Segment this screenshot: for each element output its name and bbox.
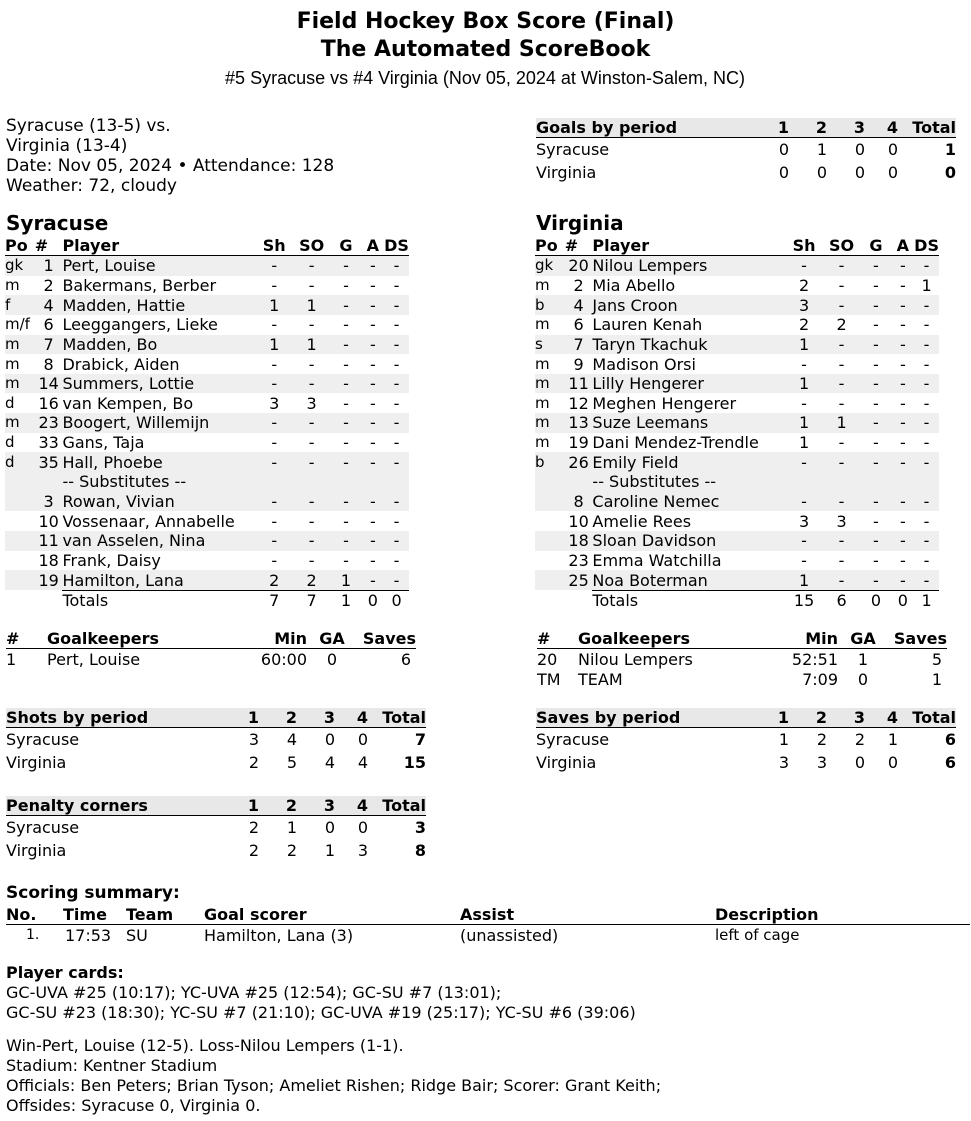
offsides-line: Offsides: Syracuse 0, Virginia 0. (6, 1096, 261, 1115)
table-row: Syracuse 2 1 0 0 3 (6, 818, 426, 837)
player-row: b 4 Jans Croon 3 - - - - (535, 295, 939, 315)
table-row: Syracuse 3 4 0 0 7 (6, 730, 426, 749)
substitute-row: 18 Sloan Davidson - - - - - (535, 531, 939, 551)
virginia-goalkeepers: # Goalkeepers Min GA Saves 20 Nilou Lempers 52:51 1 5 TM TEAM 7:09 0 1 (537, 629, 947, 689)
substitute-row: 11 van Asselen, Nina - - - - - (5, 531, 409, 551)
player-row: m 9 Madison Orsi - - - - - (535, 354, 930, 374)
player-row: d 35 Hall, Phoebe - - - - - (5, 452, 409, 472)
player-row: s 7 Taryn Tkachuk 1 - - - - (535, 335, 939, 355)
substitute-row: 23 Emma Watchilla - - - - - (568, 550, 930, 570)
officials-line: Officials: Ben Peters; Brian Tyson; Ameliet Rishen; Ridge Bair; Scorer: Grant Keith; (6, 1076, 662, 1095)
table-row: Syracuse 0 1 0 0 1 (536, 140, 956, 159)
info-line: Weather: 72, cloudy (6, 176, 177, 196)
player-row: m 14 Summers, Lottie - - - - - (5, 374, 409, 394)
substitute-row: 25 Noa Boterman 1 - - - - (535, 570, 939, 590)
syracuse-goalkeepers: # Goalkeepers Min GA Saves 1 Pert, Louise 60:00 0 6 (6, 629, 416, 669)
substitute-row: 18 Frank, Daisy - - - - - (38, 550, 400, 570)
matchup-line: #5 Syracuse vs #4 Virginia (Nov 05, 2024 at Winston-Salem, NC) (225, 68, 745, 88)
player-row: m 2 Bakermans, Berber - - - - - (5, 275, 400, 295)
cards-line: GC-SU #23 (18:30); YC-SU #7 (21:10); GC-UVA #19 (25:17); YC-SU #6 (39:06) (6, 1003, 636, 1022)
player-row: m/f 6 Leeggangers, Lieke - - - - - (5, 315, 400, 335)
totals-row: Totals 15 6 0 0 1 (535, 590, 939, 610)
substitutes-label-row: -- Substitutes -- (5, 472, 409, 492)
col-header: 4 (865, 118, 898, 138)
table-row: 20 Nilou Lempers 52:51 1 5 (537, 649, 942, 669)
player-row: m 23 Boogert, Willemijn - - - - - (5, 413, 409, 433)
substitutes-label-row: -- Substitutes -- (535, 472, 939, 492)
table-row: Virginia 3 3 0 0 6 (536, 753, 956, 772)
totals-row: Totals 7 7 1 0 0 (5, 590, 409, 610)
table-row: 1 Pert, Louise 60:00 0 6 (6, 649, 411, 669)
substitute-row: 10 Vossenaar, Annabelle - - - - - (38, 511, 400, 531)
info-line: Syracuse (13-5) vs. (6, 116, 171, 136)
stadium-line: Stadium: Kentner Stadium (6, 1056, 218, 1075)
table-row: Syracuse 1 2 2 1 6 (536, 730, 956, 749)
table-row: Virginia 0 0 0 0 0 (536, 163, 956, 182)
substitute-row: 3 Rowan, Vivian - - - - - (5, 492, 409, 512)
player-row: f 4 Madden, Hattie 1 1 - - - (5, 295, 409, 315)
table-row: TM TEAM 7:09 0 1 (537, 669, 942, 689)
player-row: gk 1 Pert, Louise - - - - - (5, 256, 409, 276)
substitute-row: 19 Hamilton, Lana 2 2 1 - - (5, 570, 409, 590)
saves-by-period-table: Saves by period 1 2 3 4 Total Syracuse 1 2 2 1 6 Virginia 3 3 0 0 6 (536, 708, 956, 772)
table-row: Virginia 2 2 1 3 8 (6, 841, 426, 860)
team-name-syracuse: Syracuse (6, 211, 109, 235)
goals-by-period-table (536, 118, 956, 184)
col-header: 3 (827, 118, 865, 138)
team-name-virginia: Virginia (536, 211, 624, 235)
game-info (6, 116, 334, 196)
game-footer (6, 1036, 661, 1116)
table-title: Goals by period (536, 118, 751, 138)
player-row: d 16 van Kempen, Bo 3 3 - - - (5, 393, 400, 413)
player-cards-label: Player cards: (6, 963, 124, 982)
player-row: d 33 Gans, Taja - - - - - (5, 433, 400, 453)
substitute-row: 10 Amelie Rees 3 3 - - - (568, 511, 930, 531)
info-line: Virginia (13-4) (6, 136, 128, 156)
substitute-row: 8 Caroline Nemec - - - - - (535, 492, 939, 512)
shots-by-period-table: Shots by period 1 2 3 4 Total Syracuse 3 4 0 0 7 Virginia 2 5 4 4 15 (6, 708, 426, 772)
syracuse-box-score: Po # Player Sh SO G A DS gk 1 Pert, Louise - - - - - m 2 Bakermans, Berber - - - - - f 4 Madden, Hattie 1 1 - - - m/f 6 Leeggangers, Lieke - - - - - m 7 Madden, Bo 1 1 - - - m 8 Drabick, Aiden - - - - - m 14 Summers, Lottie - - - - - d 16 van Kempen, Bo 3 3 - - - m 23 Boogert, Willemijn - - - - - d 33 Gans, Taja - - - - - d 35 Hall, Phoebe - - - - - -- Substitutes -- 3 Rowan, Vivian - - - - - 10 Vossenaar, Annabelle - - - - - 11 van Asselen, Nina - - - - - 18 Frank, Daisy - - - - - 19 Hamilton, Lana 2 2 1 - - Totals 7 7 1 0 0 (5, 236, 409, 611)
info-line: Date: Nov 05, 2024 • Attendance: 128 (6, 156, 335, 176)
table-row: 1. 17:53 SU Hamilton, Lana (3) (unassisted) left of cage (26, 925, 800, 945)
player-cards (6, 963, 636, 1023)
decision-line: Win-Pert, Louise (12-5). Loss-Nilou Lempers (1-1). (6, 1036, 404, 1055)
report-subtitle: The Automated ScoreBook (320, 37, 651, 62)
table-row: Virginia 2 5 4 4 15 (6, 753, 426, 772)
cards-line: GC-UVA #25 (10:17); YC-UVA #25 (12:54); GC-SU #7 (13:01); (6, 983, 502, 1002)
scoring-summary-table: No. Time Team Goal scorer Assist Description 1. 17:53 SU Hamilton, Lana (3) (unassisted) left of cage (6, 905, 970, 945)
col-header: Total (898, 118, 956, 138)
player-row: m 11 Lilly Hengerer 1 - - - - (535, 374, 939, 394)
player-row: m 8 Drabick, Aiden - - - - - (5, 354, 400, 374)
player-row: gk 20 Nilou Lempers - - - - - (535, 256, 939, 276)
player-row: m 19 Dani Mendez-Trendle 1 - - - - (535, 433, 930, 453)
player-row: m 2 Mia Abello 2 - - - 1 (535, 275, 932, 295)
col-header: 1 (751, 118, 789, 138)
player-row: m 7 Madden, Bo 1 1 - - - (5, 335, 409, 355)
player-row: m 6 Lauren Kenah 2 2 - - - (535, 315, 930, 335)
player-row: b 26 Emily Field - - - - - (535, 452, 939, 472)
report-title: Field Hockey Box Score (Final) (296, 9, 675, 34)
player-row: m 12 Meghen Hengerer - - - - - (535, 393, 930, 413)
player-row: m 13 Suze Leemans 1 1 - - - (535, 413, 939, 433)
penalty-corners-table: Penalty corners 1 2 3 4 Total Syracuse 2 1 0 0 3 Virginia 2 2 1 3 8 (6, 796, 426, 860)
virginia-box-score: Po # Player Sh SO G A DS gk 20 Nilou Lempers - - - - - m 2 Mia Abello 2 - - - 1 b 4 Jans Croon 3 - - - - m 6 Lauren Kenah 2 2 - - - s 7 Taryn Tkachuk 1 - - - - m 9 Madison Orsi - - - - - m 11 Lilly Hengerer 1 - - - - m 12 Meghen Hengerer - - - - - m 13 Suze Leemans 1 1 - - - m 19 Dani Mendez-Trendle 1 - - - - b 26 Emily Field - - - - - -- Substitutes -- 8 Caroline Nemec - - - - - 10 Amelie Rees 3 3 - - - 18 Sloan Davidson - - - - - 23 Emma Watchilla - - - - - 25 Noa Boterman 1 - - - - Totals 15 6 0 0 1 (535, 236, 939, 611)
scoring-summary-label: Scoring summary: (6, 883, 180, 903)
col-header: 2 (789, 118, 827, 138)
